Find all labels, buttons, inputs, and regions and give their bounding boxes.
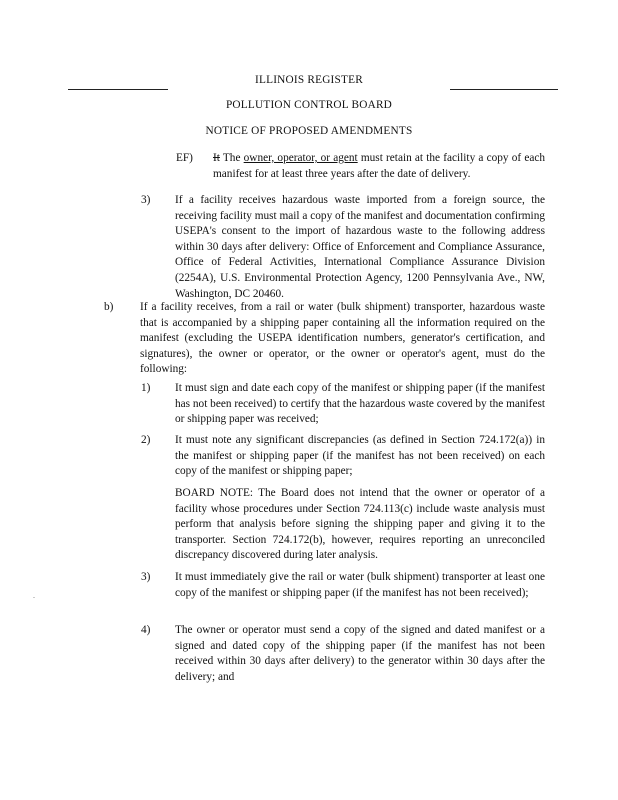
item-3-paragraph: If a facility receives hazardous waste imported from a foreign source, the receiving facility must mail a copy of the manifest and documentation confirming USEPA's consent to the import of hazardous waste to the following address within 30 days after delivery: Office of Enforcement and Compliance Assurance, Office of Federal Activities, International Compliance Assurance Division (2254A), U.S. Environmental Protection Agency, 1200 Pennsylvania Ave., NW, Washington, DC 20460. [175, 194, 545, 300]
b-item-2-paragraph: It must note any significant discrepancies (as defined in Section 724.172(a)) in the manifest or shipping paper (if the manifest has not been received) on each copy of the manifest or shipping paper; [175, 434, 545, 478]
section-b-paragraph: If a facility receives, from a rail or water (bulk shipment) transporter, hazardous waste that is accompanied by a shipping paper containing all the information required on the manifest (excluding the USEPA identification numbers, generator's certification, and signatures), the owner or operator, or the owner or operator's agent, must do the following: [140, 301, 545, 376]
header-rule-right [450, 89, 558, 90]
header-rule-left [68, 89, 168, 90]
item-ff-label: EF) [176, 152, 193, 164]
b-item-3-paragraph: It must immediately give the rail or water (bulk shipment) transporter at least one copy of the manifest or shipping paper (if the manifest has not been received); [175, 571, 545, 599]
item-ff-rest: must retain at the facility a copy of each manifest for at least three years after the date of delivery. [213, 152, 546, 180]
b-item-4-label: 4) [141, 624, 151, 636]
register-title: ILLINOIS REGISTER [255, 74, 363, 86]
b-item-2-label: 2) [141, 434, 151, 446]
underlined-insertion: owner, operator, or agent [243, 152, 358, 164]
section-b-label: b) [104, 301, 114, 313]
board-note-paragraph: BOARD NOTE: The Board does not intend that the owner or operator of a facility whose procedures under Section 724.113(c) include waste analysis must perform that analysis before signing the shipping paper and giving it to the transporter. Section 724.172(b), however, requires reporting an unreconciled discrepancy discovered during later analysis. [175, 487, 545, 562]
b-item-4-paragraph: The owner or operator must send a copy of the signed and dated manifest or a signed and dated copy of the shipping paper (if the manifest has not been received within 30 days after delivery) to the generator within 30 days after the delivery; and [175, 624, 545, 683]
item-3-label: 3) [141, 194, 151, 206]
b-item-1-paragraph: It must sign and date each copy of the manifest or shipping paper (if the manifest has not been received) to certify that the hazardous waste covered by the manifest or shipping paper was received; [175, 382, 545, 426]
struck-text: It [213, 152, 220, 164]
item-ff-lead: The [222, 152, 241, 164]
board-title: POLLUTION CONTROL BOARD [225, 99, 393, 111]
item-ff-paragraph [213, 151, 545, 182]
b-item-3-label: 3) [141, 571, 151, 583]
notice-title: NOTICE OF PROPOSED AMENDMENTS [205, 125, 413, 137]
margin-mark: . [33, 591, 35, 600]
b-item-1-label: 1) [141, 382, 151, 394]
